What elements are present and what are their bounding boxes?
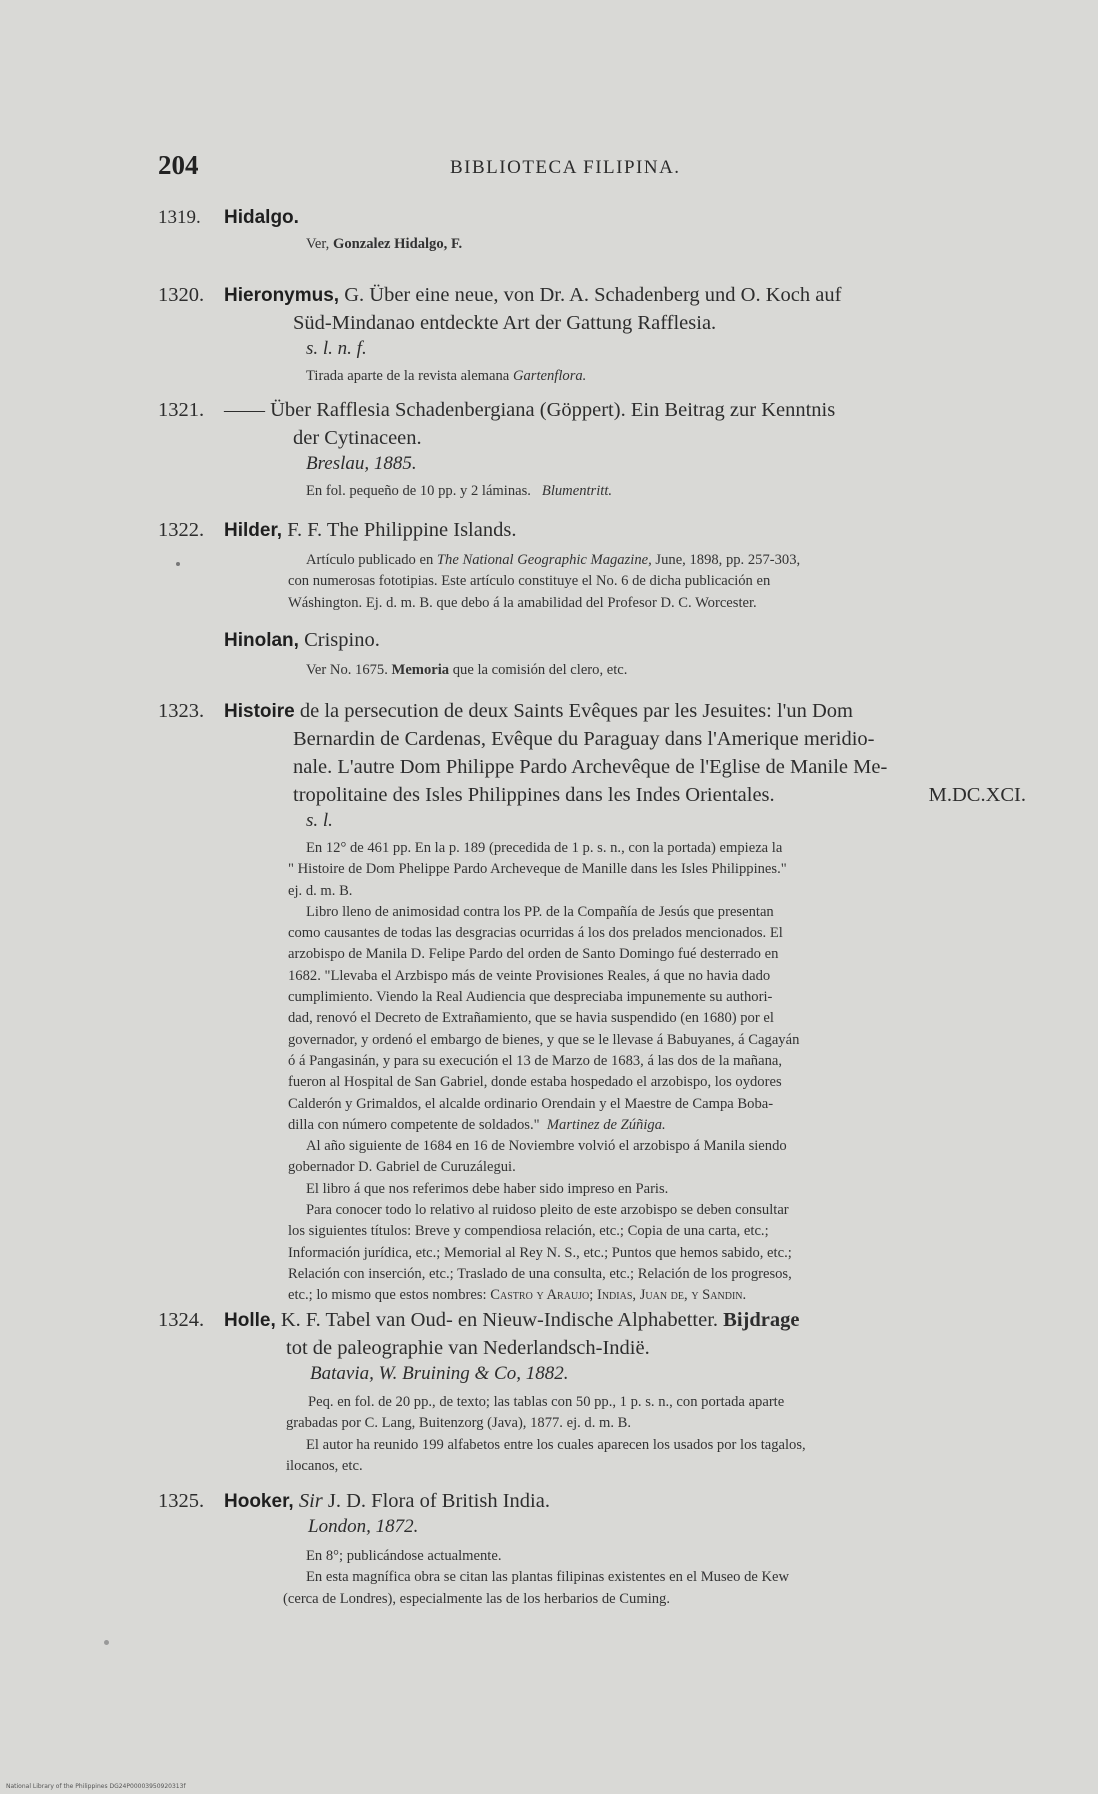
page-number: 204 (158, 150, 199, 180)
entry-heading: Hieronymus, (224, 285, 340, 306)
notes: En 8°; publicándose actualmente. En esta magnífica obra se citan las plantas filipinas existentes en el Museo de Kew (cerca de Londres), especialmente las de los herbarios de Cuming. (283, 1548, 790, 1607)
imprint: Breslau, 1885. (306, 453, 417, 474)
entry-1319: 1319. Hidalgo. Ver, Gonzalez Hidalgo, F. (158, 207, 463, 252)
speck (104, 1640, 109, 1645)
imprint: London, 1872. (308, 1516, 419, 1537)
entry-hinolan: Hinolan, Crispino. Ver No. 1675. Memoria que la comisión del clero, etc. (224, 629, 628, 678)
entry-1321: 1321. —— Über Rafflesia Schadenbergiana (Göppert). Ein Beitrag zur Kenntnis der Cytinaceen. Breslau, 1885. En fol. pequeño de 10 pp. y 2 láminas. Blumentritt. (158, 396, 1028, 502)
running-title: BIBLIOTECA FILIPINA. (450, 157, 681, 178)
entry-heading: Hooker, (224, 1491, 294, 1512)
entry-heading: Hinolan, (224, 630, 299, 651)
entry-1320: 1320. Hieronymus, G. Über eine neue, von Dr. A. Schadenberg und O. Koch auf Süd-Mindanao entdeckte Art der Gattung Rafflesia. s. l. n. f. Tirada aparte de la revista alemana Gartenflora. (158, 281, 1028, 387)
entry-1324: 1324. Holle, K. F. Tabel van Oud- en Nieuw-Indische Alphabetter. Bijdrage tot de paleographie van Nederlandsch-Indië. Batavia, W. Bruining & Co, 1882. Peq. en fol. de 20 pp., de texto; las tablas con 50 pp., 1 p. s. n., con portada aparte grabadas por C. Lang, Buitenzorg (Java), 1877. ej. d. m. B. El autor ha reunido 199 alfabetos entre los cuales aparecen los usados por los tagalos, ilocanos, etc. (158, 1306, 1028, 1477)
imprint: s. l. n. f. (306, 338, 367, 359)
entry-heading: Hilder, (224, 520, 283, 541)
imprint: Batavia, W. Bruining & Co, 1882. (310, 1363, 569, 1384)
notes: Peq. en fol. de 20 pp., de texto; las tablas con 50 pp., 1 p. s. n., con portada aparte grabadas por C. Lang, Buitenzorg (Java), 1877. ej. d. m. B. El autor ha reunido 199 alfabetos entre los cuales aparecen los usados por los tagalos, ilocanos, etc. (286, 1394, 806, 1474)
scan-footer: National Library of the Philippines DG24P00003950920313f (6, 1783, 186, 1790)
entry-1323: 1323. Histoire de la persecution de deux Saints Evêques par les Jesuites: l'un Dom Bernardin de Cardenas, Evêque du Paraguay dans l'Amerique meridio- nale. L'autre Dom Philippe Pardo Archevêque de l'Eglise de Manile Me- tropolitaine des Isles Philippines dans les Indes Orientales. M.DC.XCI. s. l. En 12° de 461 pp. En la p. 189 (precedida de 1 p. s. n., con la portada) empieza la " Histoire de Dom Phelippe Pardo Archeveque de Manille dans les Isles Philippines." ej. d. m. B. Libro lleno de animosidad contra los PP. de la Compañía de Jesús que presentan como causantes de todas las desgracias ocurridas á los dos prelados mencionados. El arzobispo de Manila D. Felipe Pardo del orden de Santo Domingo fué desterrado en 1682. "Llevaba el Arzbispo más de veinte Provisiones Reales, á que no havia dado cumplimiento. Viendo la Real Audiencia que despreciaba impunemente su authori- dad, renovó el Decreto de Extrañamiento, que se havia suspendido (en 1680) por el governador, y ordenó el embargo de bienes, y que se le llevase á Babuyanes, á Cagayán ó á Pangasinán, y para su execución el 13 de Marzo de 1683, á las dos de la mañana, fueron al Hospital de San Gabriel, donde estaba hospedado el arzobispo, los oydores Calderón y Grimaldos, el alcalde ordinario Orendain y el Maestre de Campa Boba- dilla con número competente de soldados." Martinez de Zúñiga. Al año siguiente de 1684 en 16 de Noviembre volvió el arzobispo á Manila siendo gobernador D. Gabriel de Curuzálegui. El libro á que nos referimos debe haber sido impreso en Paris. Para conocer todo lo relativo al ruidoso pleito de este arzobispo se deben consultar los siguientes títulos: Breve y compendiosa relación, etc.; Copia de una carta, etc.; Información jurídica, etc.; Memorial al Rey N. S., etc.; Puntos que hemos sabido, etc.; Relación con inserción, etc.; Traslado de una consulta, etc.; Relación de los progresos, etc.; lo mismo que estos nombres: Castro y Araujo; Indias, Juan de, y Sandin. (158, 697, 1028, 1307)
entry-1325: 1325. Hooker, Sir J. D. Flora of British India. London, 1872. En 8°; publicándose actualmente. En esta magnífica obra se citan las plantas filipinas existentes en el Museo de Kew (cerca de Londres), especialmente las de los herbarios de Cuming. (158, 1487, 1028, 1610)
speck (176, 562, 180, 566)
entry-1322: 1322. Hilder, F. F. The Philippine Islands. Artículo publicado en The National Geographic Magazine, June, 1898, pp. 257-303, con numerosas fototipias. Este artículo constituye el No. 6 de dicha publicación en Wáshington. Ej. d. m. B. que debo á la amabilidad del Profesor D. C. Worcester. (158, 519, 801, 611)
page-header (158, 150, 1028, 184)
entry-heading: Holle, (224, 1310, 276, 1331)
imprint: s. l. (306, 810, 333, 831)
entry-heading: Hidalgo. (224, 207, 299, 228)
entry-heading: Histoire (224, 701, 295, 722)
notes: En 12° de 461 pp. En la p. 189 (precedida de 1 p. s. n., con la portada) empieza la " Histoire de Dom Phelippe Pardo Archeveque de Manille dans les Isles Philippines." ej. d. m. B. Libro lleno de animosidad contra los PP. de la Compañía de Jesús que presentan como causantes de todas las desgracias ocurridas á los dos prelados mencionados. El arzobispo de Manila D. Felipe Pardo del orden de Santo Domingo fué desterrado en 1682. "Llevaba el Arzbispo más de veinte Provisiones Reales, á que no havia dado cumplimiento. Viendo la Real Audiencia que despreciaba impunemente su authori- dad, renovó el Decreto de Extrañamiento, que se havia suspendido (en 1680) por el governador, y ordenó el embargo de bienes, y que se le llevase á Babuyanes, á Cagayán ó á Pangasinán, y para su execución el 13 de Marzo de 1683, á las dos de la mañana, fueron al Hospital de San Gabriel, donde estaba hospedado el arzobispo, los oydores Calderón y Grimaldos, el alcalde ordinario Orendain y el Maestre de Campa Boba- dilla con número competente de soldados." Martinez de Zúñiga. Al año siguiente de 1684 en 16 de Noviembre volvió el arzobispo á Manila siendo gobernador D. Gabriel de Curuzálegui. El libro á que nos referimos debe haber sido impreso en Paris. Para conocer todo lo relativo al ruidoso pleito de este arzobispo se deben consultar los siguientes títulos: Breve y compendiosa relación, etc.; Copia de una carta, etc.; Información jurídica, etc.; Memorial al Rey N. S., etc.; Puntos que hemos sabido, etc.; Relación con inserción, etc.; Traslado de una consulta, etc.; Relación de los progresos, etc.; lo mismo que estos nombres: Castro y Araujo; Indias, Juan de, y Sandin. (288, 840, 800, 1304)
